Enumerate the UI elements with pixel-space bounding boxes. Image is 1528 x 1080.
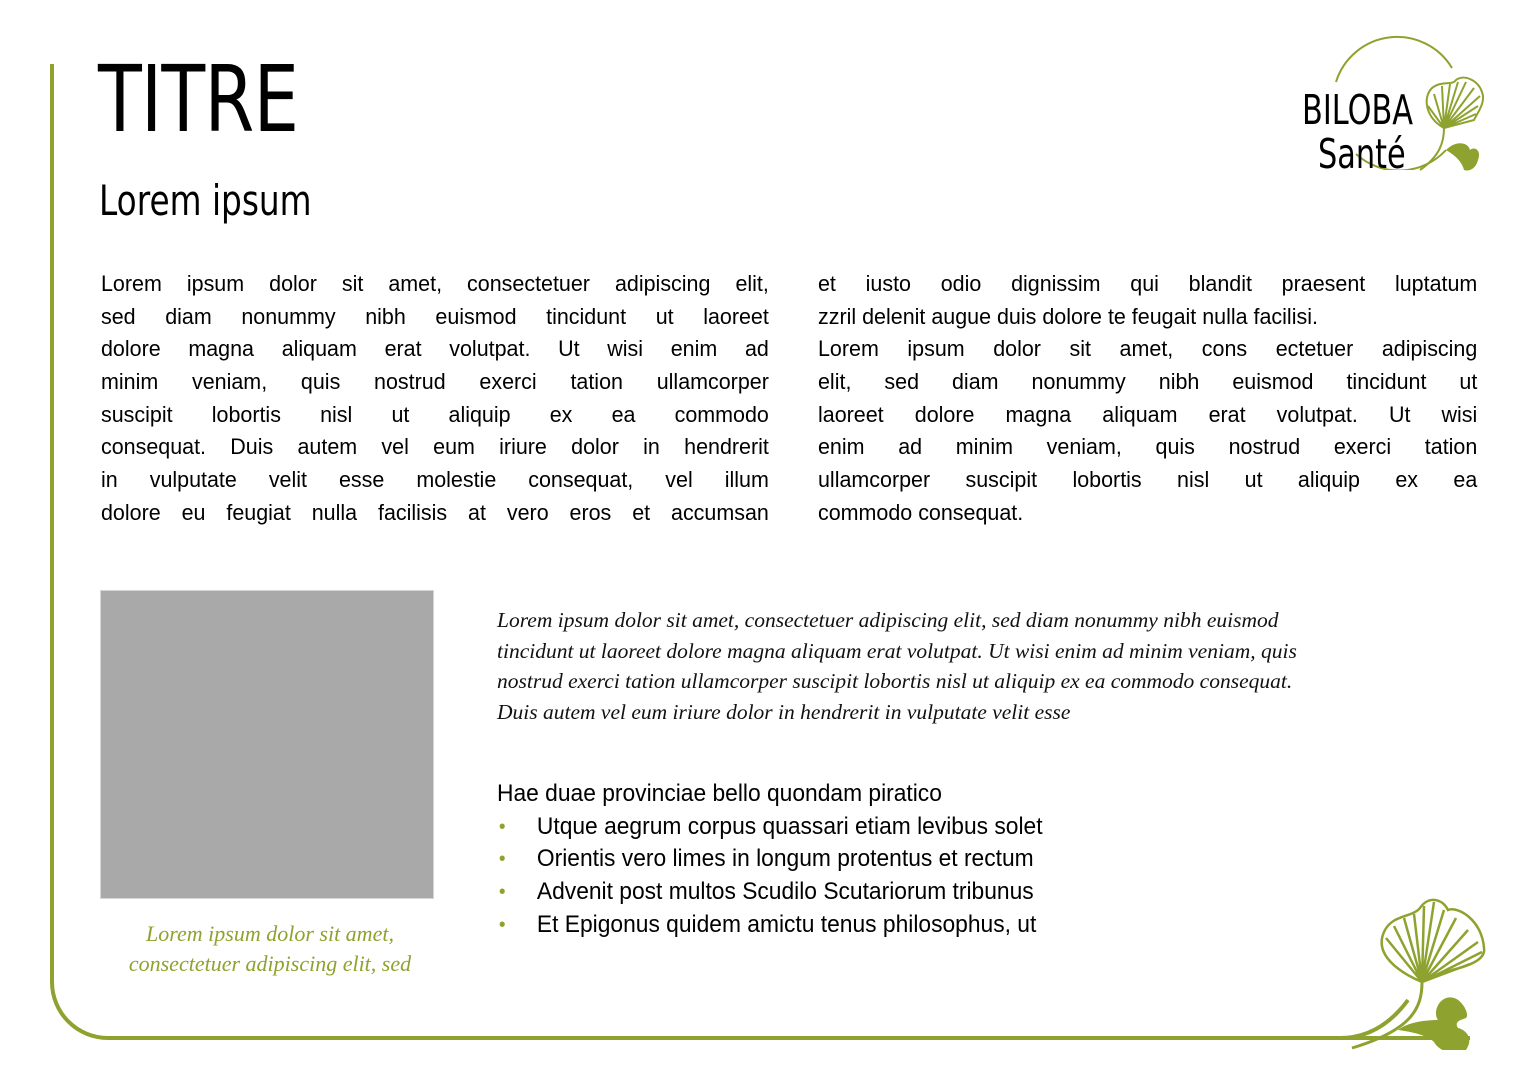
list-heading: Hae duae provinciae bello quondam piratico [497, 780, 942, 807]
image-placeholder [100, 590, 434, 899]
body-line: zzril delenit augue duis dolore te feugait nulla facilisi. [818, 303, 1318, 329]
quote-line: nostrud exerci tation ullamcorper suscipit lobortis nisl ut aliquip ex ea commodo consequat. [497, 669, 1293, 693]
body-line: consequat. Duis autem vel eum iriure dolor in hendrerit [101, 434, 769, 460]
quote-line: Lorem ipsum dolor sit amet, consectetuer adipiscing elit, sed diam nonummy nibh euismod [497, 608, 1279, 632]
bullet-icon: • [498, 881, 506, 904]
list-item [497, 811, 1043, 844]
body-line: Lorem ipsum dolor sit amet, consectetuer adipiscing elit, [101, 271, 769, 296]
body-line: minim veniam, quis nostrud exerci tation ullamcorper [101, 369, 769, 395]
list-item-text: Advenit post multos Scudilo Scutariorum tribunus [536, 878, 1034, 906]
page-subtitle: Lorem ipsum [99, 176, 312, 225]
body-line: dolore magna aliquam erat volutpat. Ut wisi enim ad [101, 336, 769, 362]
bullet-icon: • [498, 913, 506, 936]
image-caption [100, 919, 440, 979]
logo-text-sante: Santé [1318, 130, 1406, 178]
caption-line: Lorem ipsum dolor sit amet, [146, 921, 394, 946]
body-line: Lorem ipsum dolor sit amet, cons ectetuer adipiscing [818, 336, 1478, 362]
body-line: commodo consequat. [818, 499, 1024, 525]
body-column-left [101, 268, 769, 530]
bullet-list [497, 811, 1043, 942]
body-line: ullamcorper suscipit lobortis nisl ut aliquip ex ea [818, 467, 1478, 493]
body-line: laoreet dolore magna aliquam erat volutpat. Ut wisi [818, 401, 1478, 427]
list-item-text: Et Epigonus quidem amictu tenus philosophus, ut [536, 910, 1037, 938]
bullet-icon: • [498, 848, 506, 871]
bullet-icon: • [498, 815, 506, 838]
italic-quote-block [497, 605, 1477, 727]
body-line: in vulputate velit esse molestie consequat, vel illum [101, 467, 769, 493]
list-item-text: Orientis vero limes in longum protentus et rectum [536, 845, 1034, 873]
body-line: dolore eu feugiat nulla facilisis at vero eros et accumsan [101, 499, 769, 525]
quote-line: Duis autem vel eum iriure dolor in hendrerit in vulputate velit esse [497, 699, 1071, 724]
caption-line: consectetuer adipiscing elit, sed [128, 951, 412, 976]
list-item-text: Utque aegrum corpus quassari etiam levibus solet [536, 812, 1043, 840]
ginkgo-leaf-icon [1416, 70, 1496, 180]
body-line: suscipit lobortis nisl ut aliquip ex ea commodo [101, 401, 769, 427]
quote-line: tincidunt ut laoreet dolore magna aliquam erat volutpat. Ut wisi enim ad minim veniam, quis [497, 638, 1297, 663]
body-line: enim ad minim veniam, quis nostrud exerci tation [818, 434, 1478, 460]
list-item [497, 876, 1043, 909]
body-line: elit, sed diam nonummy nibh euismod tincidunt ut [818, 369, 1478, 395]
logo-text-biloba: BILOBA [1302, 86, 1414, 134]
list-item [497, 843, 1043, 876]
ginkgo-branch-icon [1342, 890, 1492, 1050]
biloba-sante-logo [1296, 30, 1496, 178]
page-title: TITRE [98, 46, 299, 153]
list-item [497, 909, 1043, 942]
body-line: et iusto odio dignissim qui blandit praesent luptatum [818, 271, 1478, 296]
body-column-right [818, 268, 1477, 530]
bullet-list-block [497, 778, 1043, 942]
body-line: sed diam nonummy nibh euismod tincidunt ut laoreet [101, 303, 769, 329]
